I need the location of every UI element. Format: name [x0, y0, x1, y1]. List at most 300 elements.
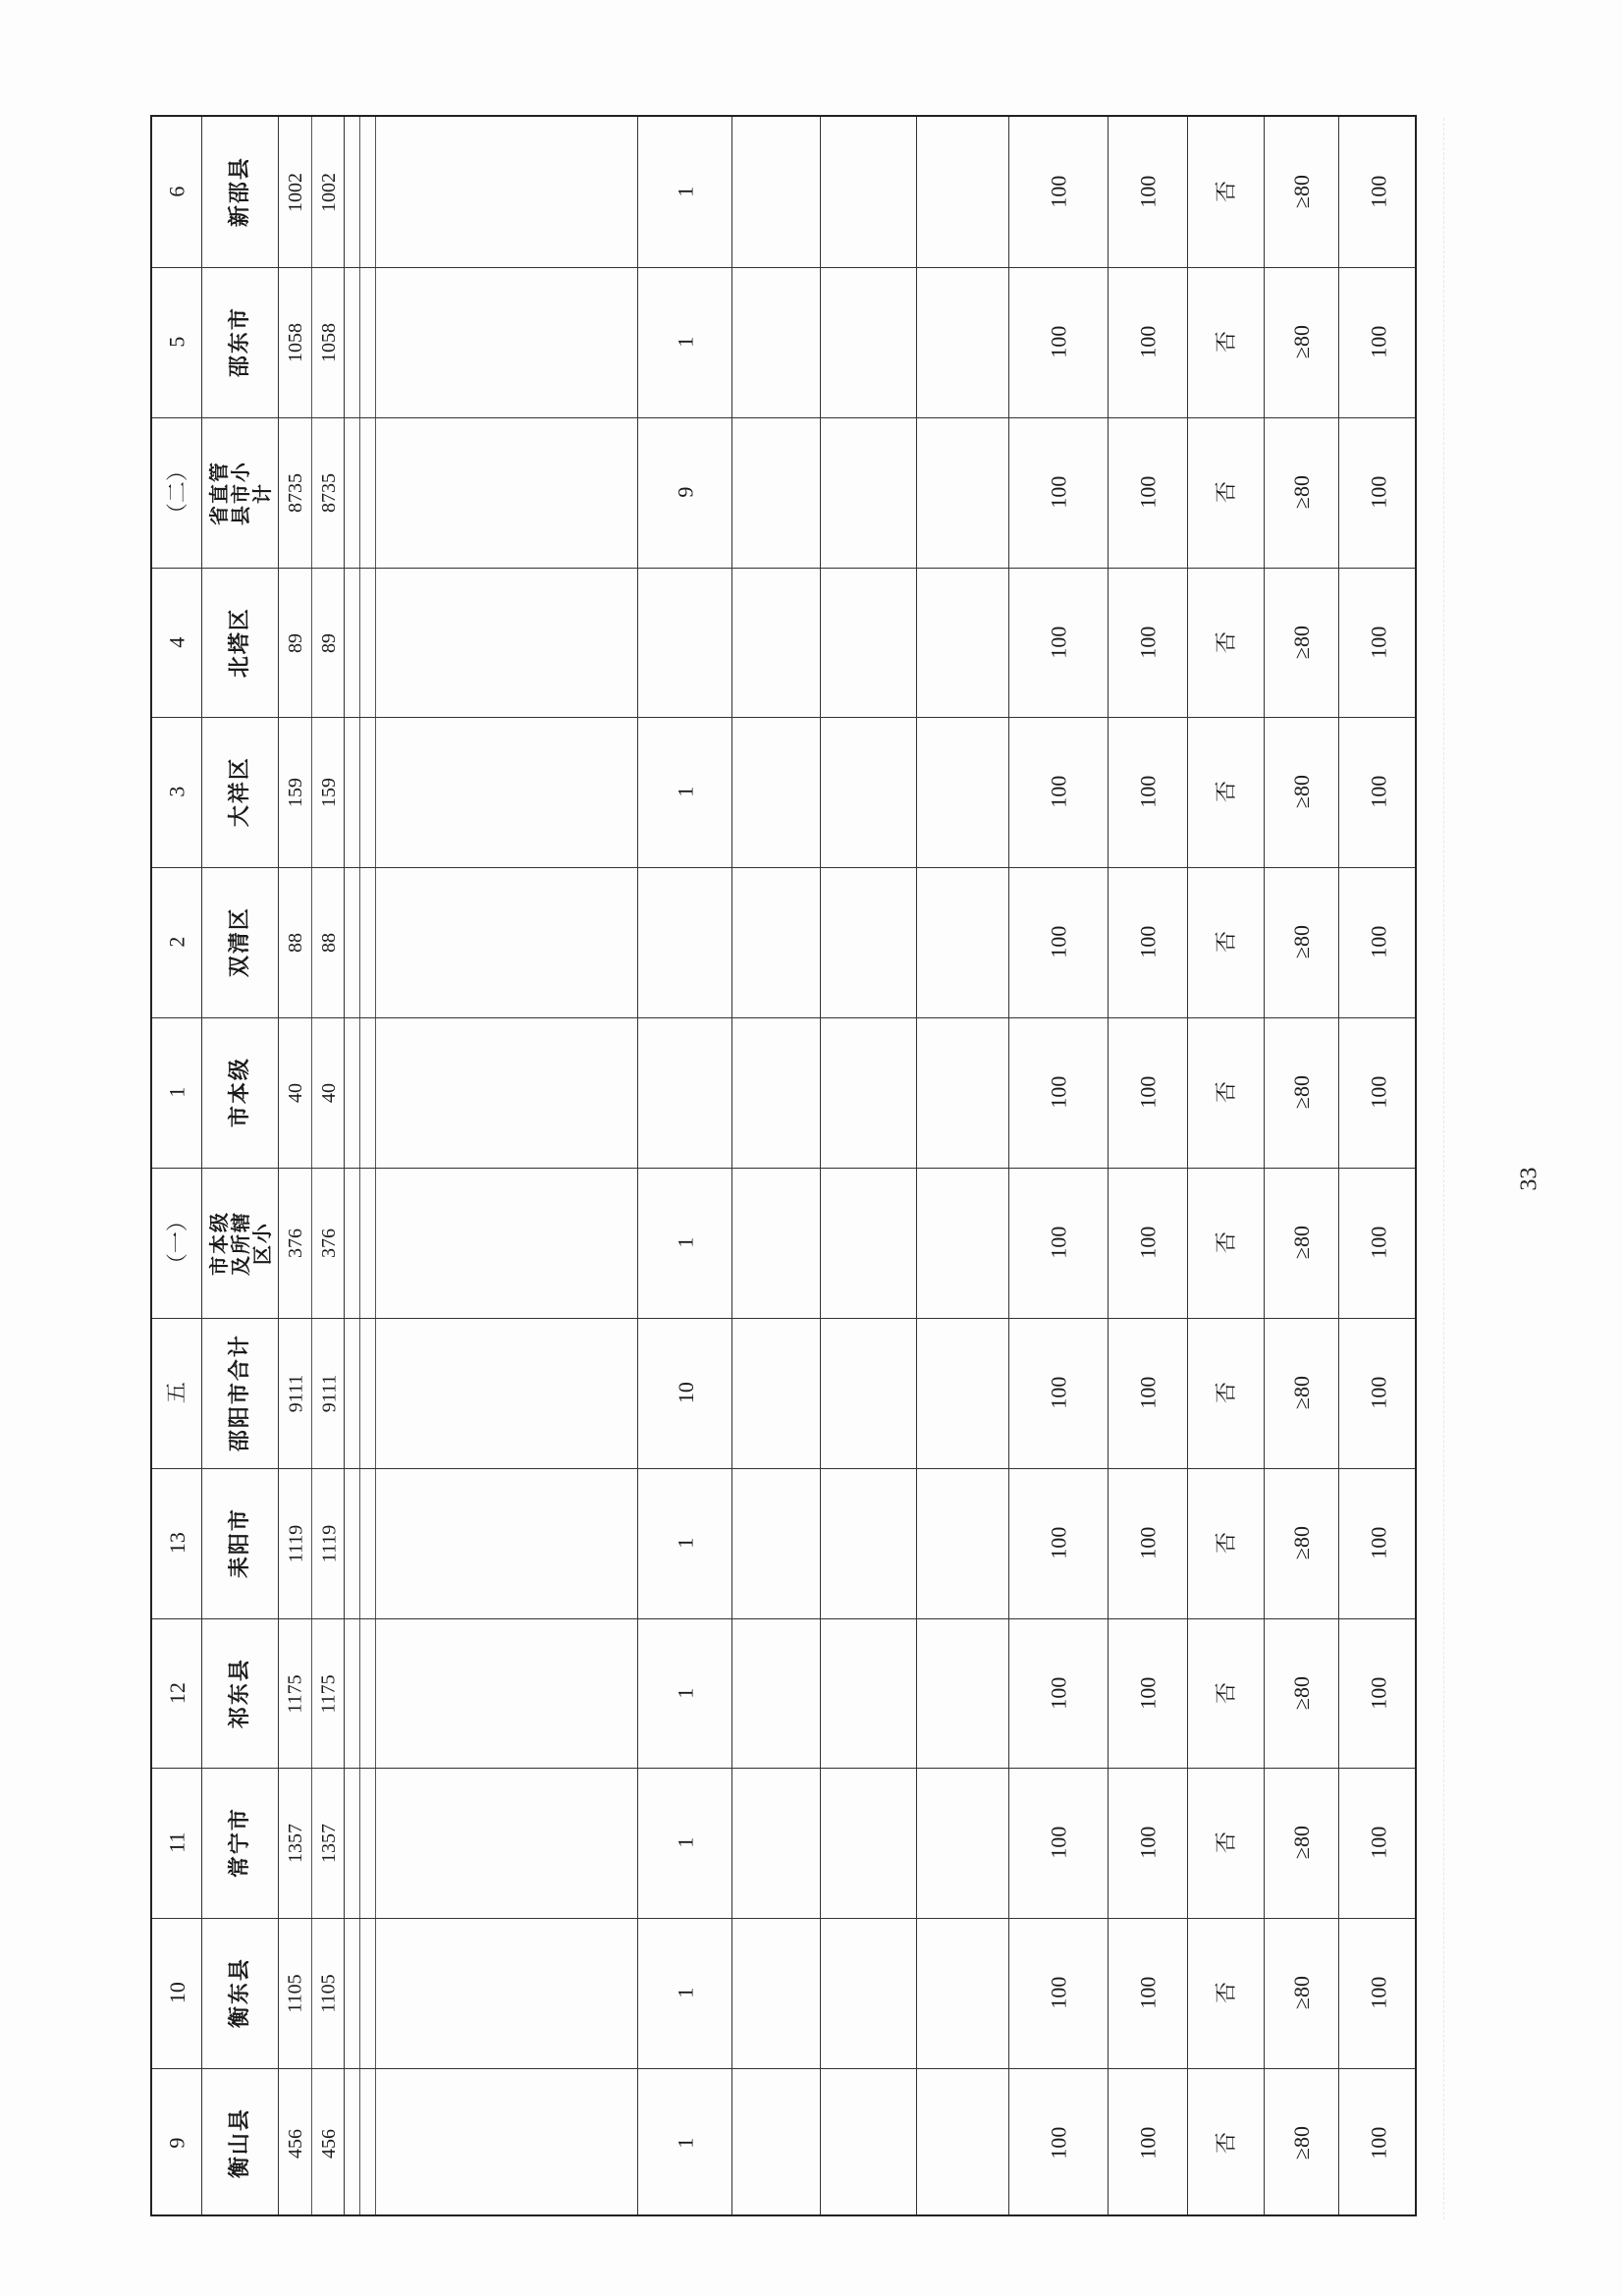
table-cell-text: 40	[318, 1082, 340, 1103]
table-cell-text: ≥80	[1289, 626, 1315, 660]
table-cell-b	[1109, 867, 1188, 1017]
table-cell-text: 耒阳市	[227, 1507, 252, 1579]
table-cell-text: 100	[1046, 1977, 1071, 2009]
table-cell-text: 3	[164, 787, 189, 797]
table-cell-v1	[279, 1017, 312, 1168]
table-cell-text: 1	[673, 787, 698, 797]
table-cell-r3	[732, 1918, 821, 2068]
table-cell-text: ≥80	[1289, 2126, 1315, 2160]
table-cell-e	[1339, 1768, 1419, 1918]
table-cell-v1	[279, 1168, 312, 1318]
table-cell-r3	[732, 1468, 821, 1618]
table-cell-b	[1109, 1618, 1188, 1769]
table-cell-v1	[279, 1318, 312, 1468]
table-cell-name	[202, 1318, 279, 1468]
table-cell-b	[1109, 1168, 1188, 1318]
table-cell-text: 1	[673, 1538, 698, 1549]
table-cell-r5	[917, 717, 1009, 867]
table-cell-v2	[312, 1768, 346, 1918]
table-cell-r5	[917, 1017, 1009, 1168]
table-cell-r4	[821, 1168, 917, 1318]
table-cell-v2	[312, 1468, 346, 1618]
table-cell-text: 祁东县	[227, 1658, 252, 1729]
table-cell-text: 100	[1135, 1076, 1161, 1109]
table-cell-b	[1109, 1468, 1188, 1618]
table-cell-r5	[917, 2068, 1009, 2218]
table-cell-a	[1009, 1918, 1109, 2068]
table-cell-d	[1265, 717, 1340, 867]
table-cell-text: ≥80	[1289, 1075, 1315, 1110]
table-cell-c	[1188, 1918, 1265, 2068]
table-cell-text: 9111	[285, 1374, 307, 1412]
page-number-text: 33	[1516, 1167, 1542, 1190]
table-cell-text: ≥80	[1289, 1526, 1315, 1560]
table-cell-d	[1265, 1468, 1340, 1618]
table-cell-a	[1009, 1017, 1109, 1168]
table-cell-b	[1109, 1017, 1188, 1168]
table-cell-text: （二）	[164, 460, 189, 525]
table-cell-text: 100	[1046, 476, 1071, 509]
table-cell-r2	[638, 1618, 733, 1769]
table-cell-c	[1188, 1318, 1265, 1468]
table-cell-text: 市本级	[227, 1057, 252, 1128]
table-cell-text: 100	[1366, 1977, 1391, 2009]
table-cell-text: ≥80	[1289, 1676, 1315, 1711]
table-cell-text: 100	[1046, 1827, 1071, 1859]
table-cell-r3	[732, 117, 821, 267]
table-cell-text: 否	[1213, 181, 1238, 203]
table-cell-e	[1339, 267, 1419, 417]
table-cell-text: 100	[1046, 1076, 1071, 1109]
table-cell-text: 否	[1213, 331, 1238, 354]
table-cell-text: 100	[1046, 1677, 1071, 1710]
table-cell-r3	[732, 267, 821, 417]
table-cell-e	[1339, 568, 1419, 718]
table-cell-r3	[732, 867, 821, 1017]
table-cell-b	[1109, 1918, 1188, 2068]
table-cell-v2	[312, 717, 346, 867]
table-cell-a	[1009, 1168, 1109, 1318]
table-cell-r4	[821, 717, 917, 867]
table-cell-text: 100	[1135, 476, 1161, 509]
table-cell-r5	[917, 1168, 1009, 1318]
table-cell-a	[1009, 568, 1109, 718]
table-cell-text: 100	[1366, 1076, 1391, 1109]
table-cell-index	[152, 2068, 202, 2218]
table-cell-b	[1109, 417, 1188, 568]
table-cell-name	[202, 568, 279, 718]
table-cell-text: 1	[673, 187, 698, 197]
table-cell-text: 1002	[285, 172, 306, 212]
table-cell-text: 否	[1213, 1831, 1238, 1854]
table-cell-text: 100	[1135, 1227, 1161, 1259]
table-cell-r3	[732, 417, 821, 568]
table-cell-c	[1188, 1768, 1265, 1918]
table-cell-v1	[279, 417, 312, 568]
table-cell-r1	[376, 1618, 637, 1769]
table-cell-b	[1109, 1768, 1188, 1918]
table-cell-text: 1	[164, 1087, 189, 1098]
table-cell-r5	[917, 1618, 1009, 1769]
table-cell-text: 100	[1046, 627, 1071, 659]
table-cell-text: （一）	[164, 1210, 189, 1276]
table-cell-text: 常宁市	[227, 1807, 252, 1879]
table-cell-r2	[638, 1168, 733, 1318]
table-cell-text: 11	[164, 1831, 189, 1854]
table-cell-text: 88	[285, 932, 306, 953]
table-cell-text: 1	[673, 1988, 698, 1998]
table-cell-v2	[312, 1017, 346, 1168]
table-cell-r1	[376, 717, 637, 867]
table-cell-text: 9	[673, 487, 698, 498]
table-cell-a	[1009, 1468, 1109, 1618]
table-cell-index	[152, 717, 202, 867]
table-cell-name	[202, 117, 279, 267]
table-cell-text: 100	[1366, 476, 1391, 509]
table-cell-index	[152, 568, 202, 718]
table-cell-r2	[638, 2068, 733, 2218]
table-cell-v1	[279, 1468, 312, 1618]
table-cell-name	[202, 1768, 279, 1918]
table-cell-text: 1002	[318, 172, 340, 212]
table-cell-index	[152, 1318, 202, 1468]
table-cell-text: 100	[1135, 1977, 1161, 2009]
table-cell-r4	[821, 267, 917, 417]
table-cell-text: ≥80	[1289, 1376, 1315, 1410]
table-cell-v1	[279, 1618, 312, 1769]
table-cell-r2	[638, 117, 733, 267]
table-cell-text: 否	[1213, 1081, 1238, 1104]
table-cell-r4	[821, 1017, 917, 1168]
table-cell-c	[1188, 568, 1265, 718]
table-cell-text: 100	[1046, 2127, 1071, 2159]
table-cell-index	[152, 1918, 202, 2068]
table-cell-text: 376	[318, 1228, 340, 1258]
table-cell-r2	[638, 867, 733, 1017]
table-cell-d	[1265, 867, 1340, 1017]
table-cell-r1	[376, 568, 637, 718]
table-cell-text: 100	[1366, 1677, 1391, 1710]
table-cell-d	[1265, 568, 1340, 718]
table-cell-c	[1188, 2068, 1265, 2218]
table-cell-e	[1339, 717, 1419, 867]
table-cell-text: 1	[673, 1688, 698, 1699]
table-cell-v1	[279, 568, 312, 718]
table-cell-b	[1109, 2068, 1188, 2218]
table-cell-r5	[917, 117, 1009, 267]
table-cell-r5	[917, 417, 1009, 568]
table-cell-text: 北塔区	[227, 607, 252, 679]
table-cell-d	[1265, 1618, 1340, 1769]
table-cell-name	[202, 267, 279, 417]
table-cell-text: 100	[1135, 326, 1161, 358]
table-cell-r4	[821, 1918, 917, 2068]
table-cell-text: ≥80	[1289, 475, 1315, 510]
table-cell-text: 100	[1135, 1677, 1161, 1710]
table-cell-text: 100	[1135, 926, 1161, 958]
table-cell-name	[202, 1017, 279, 1168]
table-cell-b	[1109, 267, 1188, 417]
table-cell-text: 否	[1213, 1382, 1238, 1404]
table-cell-text: 1119	[318, 1524, 341, 1562]
table-cell-text: 5	[164, 337, 189, 348]
table-cell-d	[1265, 1768, 1340, 1918]
table-cell-v2	[312, 867, 346, 1017]
table-cell-r5	[917, 568, 1009, 718]
table-cell-text: 100	[1366, 326, 1391, 358]
table-cell-text: 100	[1366, 1377, 1391, 1409]
table-cell-text: ≥80	[1289, 1226, 1315, 1260]
table-cell-r2	[638, 568, 733, 718]
table-cell-text: 否	[1213, 481, 1238, 504]
table-cell-r4	[821, 1768, 917, 1918]
table-cell-text: 否	[1213, 2132, 1238, 2155]
table-cell-v2	[312, 1318, 346, 1468]
table-cell-e	[1339, 1017, 1419, 1168]
table-cell-text: ≥80	[1289, 1976, 1315, 2010]
table-cell-text: 1058	[318, 322, 340, 362]
table-cell-text: 双清区	[227, 906, 252, 978]
table-cell-a	[1009, 117, 1109, 267]
table-cell-text: 89	[318, 632, 340, 653]
table-cell-text: 1357	[318, 1823, 340, 1863]
table-cell-b	[1109, 568, 1188, 718]
table-cell-text: 1	[673, 2138, 698, 2149]
table-cell-v1	[279, 267, 312, 417]
table-cell-r1	[376, 1017, 637, 1168]
table-cell-text: 100	[1366, 776, 1391, 808]
table-cell-e	[1339, 1618, 1419, 1769]
table-cell-text: 4	[164, 637, 189, 648]
table-cell-c	[1188, 717, 1265, 867]
table-cell-v1	[279, 1768, 312, 1918]
table-cell-text: 五	[164, 1382, 189, 1404]
table-cell-text: 邵东市	[227, 306, 252, 378]
table-cell-r2	[638, 1468, 733, 1618]
table-cell-v1	[279, 117, 312, 267]
table-cell-index	[152, 1468, 202, 1618]
table-cell-text: 100	[1366, 627, 1391, 659]
table-cell-text: 否	[1213, 631, 1238, 654]
table-cell-text: 否	[1213, 931, 1238, 954]
rotated-data-table	[150, 115, 1417, 2216]
table-cell-text: 否	[1213, 1231, 1238, 1254]
table-cell-r4	[821, 867, 917, 1017]
table-cell-e	[1339, 117, 1419, 267]
table-cell-index	[152, 867, 202, 1017]
table-cell-text: 8735	[285, 472, 306, 513]
table-cell-r4	[821, 1318, 917, 1468]
table-cell-text: 100	[1366, 2127, 1391, 2159]
table-cell-text: 12	[164, 1682, 189, 1705]
table-cell-r3	[732, 568, 821, 718]
table-cell-v2	[312, 1918, 346, 2068]
table-cell-text: 100	[1046, 1227, 1071, 1259]
table-cell-v1	[279, 867, 312, 1017]
table-cell-r1	[376, 1168, 637, 1318]
table-cell-text: 100	[1046, 326, 1071, 358]
table-cell-text: 159	[318, 777, 340, 807]
table-cell-text: 邵阳市合计	[227, 1334, 252, 1452]
table-cell-r5	[917, 1318, 1009, 1468]
table-cell-r1	[376, 1768, 637, 1918]
table-cell-e	[1339, 867, 1419, 1017]
table-cell-a	[1009, 717, 1109, 867]
table-cell-name	[202, 1168, 279, 1318]
table-cell-text: 2	[164, 937, 189, 948]
table-cell-text: ≥80	[1289, 325, 1315, 359]
table-cell-r1	[376, 417, 637, 568]
table-cell-text: 100	[1046, 1377, 1071, 1409]
table-cell-text: 100	[1366, 1227, 1391, 1259]
table-cell-text: 100	[1366, 176, 1391, 208]
table-cell-text: 100	[1366, 1827, 1391, 1859]
table-cell-r2	[638, 1318, 733, 1468]
table-cell-r5	[917, 1468, 1009, 1618]
table-cell-r2	[638, 1918, 733, 2068]
table-cell-text: 否	[1213, 1532, 1238, 1555]
table-cell-e	[1339, 1918, 1419, 2068]
table-cell-text: 10	[164, 1982, 189, 2004]
table-cell-r3	[732, 1017, 821, 1168]
table-cell-c	[1188, 267, 1265, 417]
table-cell-v2	[312, 2068, 346, 2218]
table-cell-r1	[376, 1918, 637, 2068]
table-cell-a	[1009, 2068, 1109, 2218]
table-cell-text: 100	[1366, 926, 1391, 958]
table-cell-text: 1105	[318, 1973, 341, 2013]
table-cell-a	[1009, 417, 1109, 568]
table-cell-r4	[821, 568, 917, 718]
table-cell-r3	[732, 717, 821, 867]
table-cell-name	[202, 717, 279, 867]
table-cell-text: 1175	[285, 1673, 307, 1714]
table-cell-name	[202, 867, 279, 1017]
table-cell-text: 1357	[285, 1823, 306, 1863]
table-cell-index	[152, 267, 202, 417]
table-cell-r4	[821, 1618, 917, 1769]
table-cell-text: 否	[1213, 1982, 1238, 2004]
table-cell-text: 456	[285, 2128, 306, 2159]
table-cell-e	[1339, 1318, 1419, 1468]
table-cell-name	[202, 1468, 279, 1618]
table-cell-r5	[917, 1918, 1009, 2068]
table-cell-text: 100	[1135, 1827, 1161, 1859]
table-cell-c	[1188, 867, 1265, 1017]
table-cell-r5	[917, 267, 1009, 417]
table-cell-text: 否	[1213, 1682, 1238, 1705]
table-cell-text: ≥80	[1289, 1826, 1315, 1860]
table-cell-text: 1105	[285, 1973, 307, 2013]
table-cell-v1	[279, 717, 312, 867]
table-cell-index	[152, 417, 202, 568]
table-cell-r2	[638, 1768, 733, 1918]
table-cell-text: 13	[164, 1532, 189, 1555]
table-cell-text: 100	[1046, 926, 1071, 958]
table-cell-v2	[312, 568, 346, 718]
table-cell-text: 40	[285, 1082, 306, 1103]
table-cell-v2	[312, 417, 346, 568]
table-cell-a	[1009, 867, 1109, 1017]
table-cell-text: ≥80	[1289, 925, 1315, 959]
table-cell-d	[1265, 267, 1340, 417]
table-cell-d	[1265, 1168, 1340, 1318]
scan-artifact	[1443, 118, 1445, 2219]
table-cell-text: 456	[318, 2128, 340, 2159]
table-cell-text: 1	[673, 1837, 698, 1848]
table-cell-text: ≥80	[1289, 175, 1315, 209]
table-cell-d	[1265, 1017, 1340, 1168]
table-cell-text: 88	[318, 932, 340, 953]
page-number	[1510, 1159, 1549, 1198]
table-cell-text: 100	[1135, 176, 1161, 208]
table-cell-r3	[732, 1168, 821, 1318]
table-cell-r5	[917, 1768, 1009, 1918]
table-cell-v1	[279, 1918, 312, 2068]
table-cell-r1	[376, 1318, 637, 1468]
table-cell-text: 89	[285, 632, 306, 653]
table-cell-r4	[821, 2068, 917, 2218]
table-cell-b	[1109, 117, 1188, 267]
table-cell-text: 100	[1135, 1377, 1161, 1409]
table-cell-text: 1	[673, 1237, 698, 1248]
table-cell-b	[1109, 1318, 1188, 1468]
table-cell-r1	[376, 117, 637, 267]
table-cell-index	[152, 117, 202, 267]
table-cell-e	[1339, 2068, 1419, 2218]
table-cell-c	[1188, 1168, 1265, 1318]
table-cell-e	[1339, 417, 1419, 568]
table-cell-text: 9111	[318, 1374, 341, 1412]
table-cell-e	[1339, 1168, 1419, 1318]
table-cell-e	[1339, 1468, 1419, 1618]
table-cell-index	[152, 1768, 202, 1918]
table-cell-text: 8735	[318, 472, 340, 513]
table-cell-c	[1188, 1017, 1265, 1168]
table-cell-d	[1265, 2068, 1340, 2218]
table-cell-name	[202, 2068, 279, 2218]
table-cell-c	[1188, 1618, 1265, 1769]
table-cell-text: 100	[1135, 627, 1161, 659]
table-cell-v1	[279, 2068, 312, 2218]
table-cell-r1	[376, 867, 637, 1017]
table-cell-text: ≥80	[1289, 775, 1315, 809]
table-cell-v2	[312, 117, 346, 267]
table-cell-a	[1009, 1618, 1109, 1769]
table-cell-text: 159	[285, 777, 306, 807]
table-cell-index	[152, 1168, 202, 1318]
table-cell-text: 1058	[285, 322, 306, 362]
table-cell-c	[1188, 117, 1265, 267]
table-cell-text: 衡东县	[227, 1957, 252, 2029]
table-cell-d	[1265, 1318, 1340, 1468]
table-cell-c	[1188, 1468, 1265, 1618]
table-cell-text: 100	[1135, 2127, 1161, 2159]
table-cell-r2	[638, 267, 733, 417]
table-cell-a	[1009, 1768, 1109, 1918]
table-cell-d	[1265, 117, 1340, 267]
table-cell-r2	[638, 1017, 733, 1168]
table-cell-r5	[917, 867, 1009, 1017]
table-cell-r3	[732, 1618, 821, 1769]
table-cell-text: 新邵县	[227, 156, 252, 228]
table-cell-v2	[312, 1618, 346, 1769]
table-cell-text: 6	[164, 187, 189, 197]
table-cell-r4	[821, 1468, 917, 1618]
table-cell-text: 1175	[318, 1673, 341, 1714]
table-cell-text: 市本级及所辖区小	[207, 1210, 274, 1276]
table-cell-a	[1009, 267, 1109, 417]
